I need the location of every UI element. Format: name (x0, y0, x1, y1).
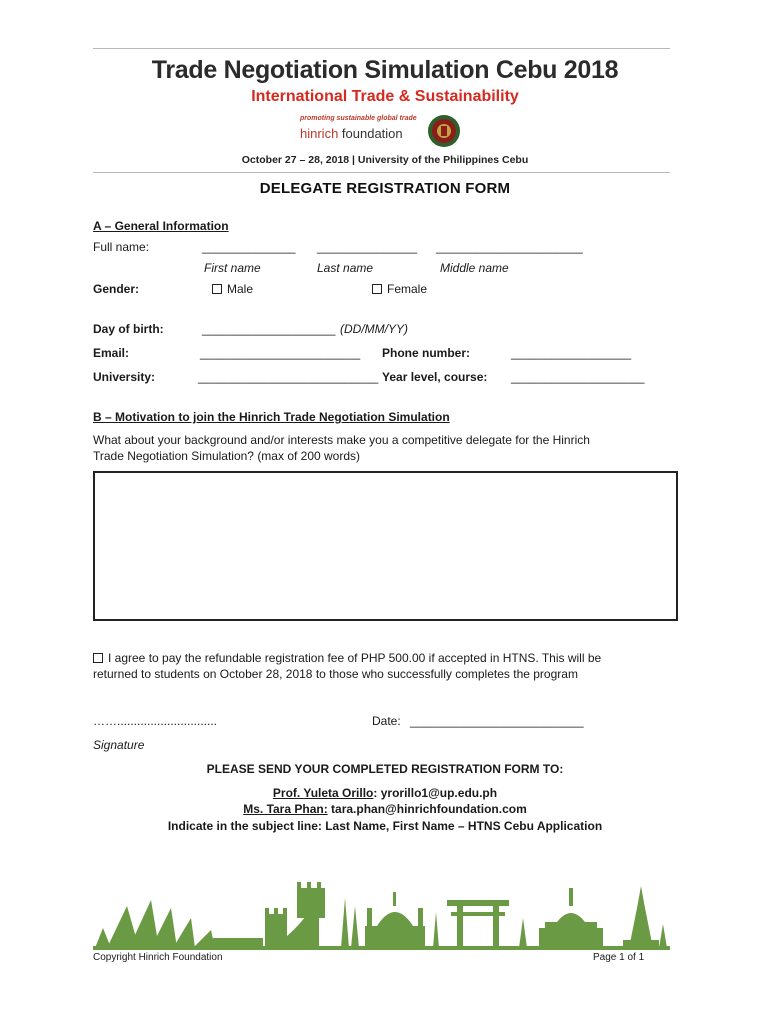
form-title: DELEGATE REGISTRATION FORM (259, 180, 511, 197)
phone-field[interactable]: __________________ (511, 346, 632, 360)
motivation-question-line1: What about your background and/or interests make you a competitive delegate for the Hinrich (93, 433, 590, 447)
header-rule (93, 172, 670, 173)
email-field[interactable]: ________________________ (200, 346, 361, 360)
gender-male-option[interactable] (212, 282, 253, 296)
contact-2 (0, 802, 770, 816)
female-checkbox-icon[interactable] (372, 284, 382, 294)
university-label: University: (93, 370, 156, 384)
agree-checkbox-icon[interactable] (93, 653, 103, 663)
footer-copyright: Copyright Hinrich Foundation (93, 952, 223, 963)
foundation-tagline: promoting sustainable global trade (300, 115, 417, 122)
brand-first: hinrich (300, 126, 339, 141)
brand-second: foundation (341, 126, 403, 141)
last-name-field[interactable]: _______________ (317, 240, 418, 254)
motivation-answer-box[interactable] (93, 471, 678, 621)
date-field[interactable]: __________________________ (410, 714, 584, 728)
phone-label: Phone number: (382, 346, 471, 360)
agreement-text: I agree to pay the refundable registration fee of PHP 500.00 if accepted in HTNS. This will be (108, 651, 602, 665)
female-label: Female (387, 282, 428, 296)
date-label: Date: (372, 714, 401, 728)
footer-page-number: Page 1 of 1 (593, 952, 645, 963)
top-rule (93, 48, 670, 49)
male-checkbox-icon[interactable] (212, 284, 222, 294)
email-label: Email: (93, 346, 130, 360)
event-dates: October 27 – 28, 2018 | University of the Philippines Cebu (241, 154, 529, 166)
event-title: Trade Negotiation Simulation Cebu 2018 (151, 56, 619, 84)
contact-1 (0, 786, 770, 800)
year-level-field[interactable]: ____________________ (511, 370, 645, 384)
contact-2-name: Ms. Tara Phan: (243, 802, 328, 816)
subject-line-instruction: Indicate in the subject line: Last Name, First Name – HTNS Cebu Application (167, 819, 603, 833)
full-name-label: Full name: (93, 240, 150, 254)
foundation-logo-text (300, 126, 403, 141)
signature-field[interactable]: …….............................. (93, 714, 218, 728)
agreement-line1[interactable] (93, 651, 601, 665)
contact-2-email[interactable]: tara.phan@hinrichfoundation.com (327, 802, 527, 816)
dob-label: Day of birth: (93, 322, 164, 336)
university-seal-icon (427, 114, 461, 148)
year-level-label: Year level, course: (382, 370, 488, 384)
gender-label: Gender: (93, 282, 140, 296)
asia-skyline-illustration (93, 878, 670, 950)
section-a-heading: A – General Information (93, 219, 229, 233)
gender-female-option[interactable] (372, 282, 427, 296)
first-name-caption: First name (204, 261, 261, 275)
male-label: Male (227, 282, 254, 296)
send-heading: PLEASE SEND YOUR COMPLETED REGISTRATION FORM TO: (206, 762, 564, 776)
first-name-field[interactable]: ______________ (202, 240, 296, 254)
contact-1-email[interactable]: : yrorillo1@up.edu.ph (373, 786, 498, 800)
university-field[interactable]: ___________________________ (198, 370, 379, 384)
signature-label: Signature (93, 738, 145, 752)
middle-name-field[interactable]: ______________________ (436, 240, 583, 254)
section-b-heading: B – Motivation to join the Hinrich Trade Negotiation Simulation (93, 410, 450, 424)
motivation-question-line2: Trade Negotiation Simulation? (max of 200 words) (93, 449, 361, 463)
last-name-caption: Last name (317, 261, 374, 275)
dob-format: (DD/MM/YY) (340, 322, 408, 336)
agreement-line2: returned to students on October 28, 2018 to those who successfully completes the program (93, 667, 578, 681)
event-subtitle: International Trade & Sustainability (251, 88, 519, 105)
middle-name-caption: Middle name (440, 261, 509, 275)
contact-1-name: Prof. Yuleta Orillo (272, 786, 374, 800)
dob-field[interactable]: ____________________ (202, 322, 336, 336)
